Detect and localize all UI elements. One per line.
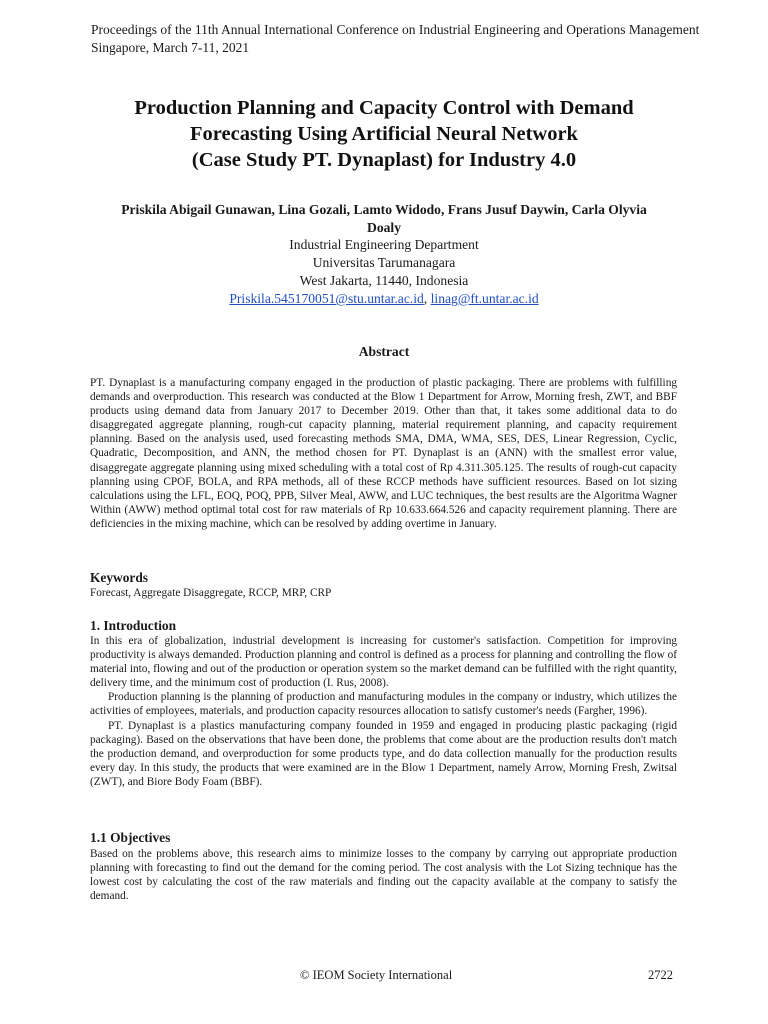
intro-paragraph-2: Production planning is the planning of production and manufacturing modules in the company or industry, which utilizes the activities of employees, materials, and production capacity resources allocation to satisfy customer's needs (Fargher, 1996). bbox=[90, 691, 677, 718]
email-separator: , bbox=[423, 291, 431, 306]
abstract-body bbox=[90, 376, 677, 531]
page-number: 2722 bbox=[648, 968, 673, 982]
authors-line-1: Priskila Abigail Gunawan, Lina Gozali, Lamto Widodo, Frans Jusuf Daywin, Carla Olyvia bbox=[121, 202, 647, 217]
affiliation-university: Universitas Tarumanagara bbox=[312, 255, 456, 270]
keywords-text: Forecast, Aggregate Disaggregate, RCCP, MRP, CRP bbox=[90, 587, 332, 599]
affiliation bbox=[70, 236, 698, 290]
abstract-heading: Abstract bbox=[358, 344, 410, 359]
author-list bbox=[70, 201, 698, 237]
keywords-heading: Keywords bbox=[90, 570, 149, 585]
objectives-heading: 1.1 Objectives bbox=[90, 830, 171, 845]
title-line-3: (Case Study PT. Dynaplast) for Industry 4.0 bbox=[191, 149, 577, 171]
intro-paragraph-1: In this era of globalization, industrial development is increasing for customer's satisfaction. Competition for improving productivity is always demanded. Production planning and control is defined as a process for planning and controlling the flow of material into, flowing and out of the production or operation system so the market demand can be fulfilled with the right quantity, delivery time, and the minimum cost of production (I. Rus, 2008). bbox=[90, 635, 677, 690]
copyright-footer: © IEOM Society International bbox=[300, 968, 453, 982]
objectives-body bbox=[90, 847, 677, 903]
objectives-text: Based on the problems above, this research aims to minimize losses to the company by carrying out appropriate production planning with forecasting to find out the demand for the coming period. The cost analysis with the Lot Sizing technique has the lowest cost by calculating the cost of the raw materials and finding out the capacity available at the company to satisfy the demand. bbox=[90, 848, 677, 903]
title-line-1: Production Planning and Capacity Control with Demand bbox=[134, 97, 634, 119]
email-link-2[interactable]: linag@ft.untar.ac.id bbox=[430, 291, 539, 306]
header-location-line: Singapore, March 7-11, 2021 bbox=[91, 40, 250, 55]
proceedings-header bbox=[91, 21, 699, 57]
authors-line-2: Doaly bbox=[367, 220, 401, 235]
author-emails bbox=[70, 290, 698, 308]
email-link-1[interactable]: Priskila.545170051@stu.untar.ac.id bbox=[229, 291, 424, 306]
affiliation-department: Industrial Engineering Department bbox=[289, 237, 479, 252]
header-conference-line: Proceedings of the 11th Annual International Conference on Industrial Engineering and Operations Management bbox=[91, 22, 700, 37]
abstract-text: PT. Dynaplast is a manufacturing company engaged in the production of plastic packaging. There are problems with fulfilling demands and overproduction. This research was conducted at the Blow 1 Department for Arrow, Morning fresh, ZWT, and BBF products using demand data from January 2017 to December 2019. Other than that, it takes some additional data to do disaggregated aggregate planning, rough-cut capacity planning, material requirement planning, and capacity requirement planning. Based on the analysis used, used forecasting methods SMA, DMA, WMA, SES, DES, Linear Regression, Cyclic, Quadratic, Decomposition, and ANN, the method chosen for PT. Dynaplast is an (ANN) with the smallest error value, disaggregate aggregate planning using mixed scheduling with a total cost of Rp 4.311.305.125. The results of rough-cut capacity planning using CPOF, BOLA, and RPA methods, all of these RCCP methods have sufficient resources. Based on lot sizing calculations using the LFL, EOQ, POQ, PPB, Silver Meal, AWW, and LUC techniques, the best results are the Algoritma Wagner Within (AWW) method optimal total cost for raw materials of Rp 10.633.664.526 and capacity requirement planning. There are deficiencies in the mixing machine, which can be resolved by adding overtime in January. bbox=[90, 377, 677, 530]
title-line-2: Forecasting Using Artificial Neural Network bbox=[190, 123, 578, 145]
intro-paragraph-3: PT. Dynaplast is a plastics manufacturing company founded in 1959 and engaged in producing plastic packaging (rigid packaging). Based on the observations that have been done, the problems that come about are the production results don't match the production demand, and overproduction for some products type, and do data collection manually for the production results every day. In this study, the products that were examined are in the Blow 1 Department, namely Arrow, Morning Fresh, Zwitsal (ZWT), and Biore Body Foam (BBF). bbox=[90, 719, 677, 788]
paper-title bbox=[40, 95, 728, 173]
introduction-body bbox=[90, 634, 677, 789]
introduction-heading: 1. Introduction bbox=[90, 618, 177, 633]
affiliation-location: West Jakarta, 11440, Indonesia bbox=[299, 273, 469, 288]
